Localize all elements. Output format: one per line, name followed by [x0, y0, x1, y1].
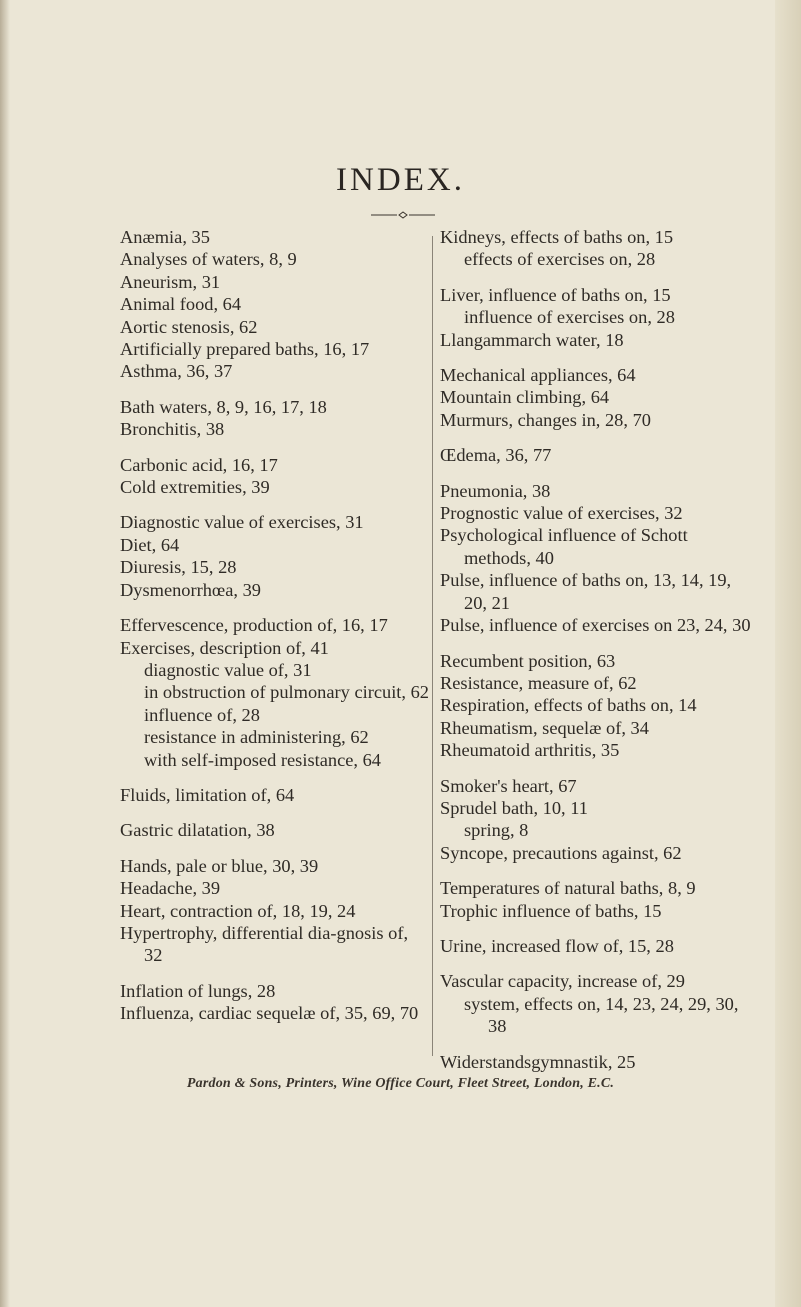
index-letter-group: [440, 226, 758, 271]
index-letter-group: [120, 454, 430, 499]
index-entry: Kidneys, effects of baths on, 15: [440, 227, 674, 247]
index-subentry: resistance in administering, 62: [144, 727, 369, 748]
index-letter-group: [120, 396, 430, 441]
index-entry: Fluids, limitation of, 64: [120, 784, 295, 805]
index-entry: Respiration, effects of baths on, 14: [440, 695, 697, 716]
index-entry: Rheumatoid arthritis, 35: [440, 740, 620, 761]
index-subentry: in obstruction of pulmonary circuit, 62: [144, 682, 430, 703]
index-column-right: [440, 226, 758, 1086]
index-entry: Gastric dilatation, 38: [120, 820, 275, 841]
index-entry: Syncope, precautions against, 62: [440, 842, 682, 863]
index-entry: Carbonic acid, 16, 17: [120, 454, 278, 475]
index-letter-group: [440, 775, 758, 865]
index-subentry: effects of exercises on, 28: [464, 249, 656, 270]
index-letter-group: [440, 1051, 758, 1073]
index-subentry: diagnostic value of, 31: [144, 659, 312, 680]
index-entry: Anæmia, 35: [120, 227, 210, 247]
index-entry: Recumbent position, 63: [440, 650, 616, 671]
page-title: INDEX.: [336, 162, 465, 198]
index-entry: Mechanical appliances, 64: [440, 365, 636, 386]
index-column-left: [120, 226, 430, 1038]
index-letter-group: [440, 480, 758, 637]
index-letter-group: [120, 614, 430, 771]
index-letter-group: [440, 877, 758, 922]
index-letter-group: [440, 935, 758, 957]
index-entry: Inflation of lungs, 28: [120, 980, 276, 1001]
index-entry: Rheumatism, sequelæ of, 34: [440, 717, 649, 738]
index-letter-group: [120, 784, 430, 806]
index-entry: Sprudel bath, 10, 11: [440, 797, 588, 818]
index-letter-group: [440, 650, 758, 762]
index-entry: Animal food, 64: [120, 294, 242, 315]
index-letter-group: [440, 970, 758, 1037]
index-entry: Smoker's heart, 67: [440, 775, 577, 796]
index-entry: Effervescence, production of, 16, 17: [120, 615, 388, 636]
index-letter-group: [120, 511, 430, 601]
index-subentry: influence of exercises on, 28: [464, 307, 675, 328]
index-letter-group: [120, 980, 430, 1025]
index-letter-group: [440, 284, 758, 351]
index-subentry: spring, 8: [464, 820, 529, 841]
index-entry: Asthma, 36, 37: [120, 361, 233, 382]
index-entry: Bath waters, 8, 9, 16, 17, 18: [120, 396, 327, 417]
index-entry: Diagnostic value of exercises, 31: [120, 512, 364, 533]
index-entry: Llangammarch water, 18: [440, 329, 624, 350]
index-letter-group: [440, 444, 758, 466]
index-entry: Heart, contraction of, 18, 19, 24: [120, 900, 356, 921]
index-entry: Resistance, measure of, 62: [440, 672, 637, 693]
index-entry: Artificially prepared baths, 16, 17: [120, 339, 370, 360]
index-entry: Murmurs, changes in, 28, 70: [440, 409, 651, 430]
printer-imprint: Pardon & Sons, Printers, Wine Office Court, Fleet Street, London, E.C.: [186, 1076, 615, 1091]
index-entry: Prognostic value of exercises, 32: [440, 503, 683, 524]
index-entry: Bronchitis, 38: [120, 419, 225, 440]
index-entry: Pulse, influence of baths on, 13, 14, 19, 20, 21: [440, 570, 732, 613]
title-ornament: [371, 210, 435, 220]
index-entry: Œdema, 36, 77: [440, 445, 552, 466]
index-subentry: with self-imposed resistance, 64: [144, 749, 381, 770]
index-entry: Influenza, cardiac sequelæ of, 35, 69, 70: [120, 1003, 419, 1024]
index-subentry: influence of, 28: [144, 704, 260, 725]
index-entry: Cold extremities, 39: [120, 477, 270, 498]
index-entry: Trophic influence of baths, 15: [440, 900, 662, 921]
index-entry: Diet, 64: [120, 534, 180, 555]
index-entry: Temperatures of natural baths, 8, 9: [440, 878, 696, 899]
index-letter-group: [120, 226, 430, 383]
index-letter-group: [120, 855, 430, 967]
index-letter-group: [440, 364, 758, 431]
index-entry: Aneurism, 31: [120, 271, 221, 292]
index-entry: Liver, influence of baths on, 15: [440, 284, 671, 305]
index-entry: Urine, increased flow of, 15, 28: [440, 935, 674, 956]
index-subentry: system, effects on, 14, 23, 24, 29, 30, 38: [464, 993, 739, 1037]
index-letter-group: [120, 819, 430, 841]
index-entry: Exercises, description of, 41: [120, 637, 329, 658]
index-entry: Analyses of waters, 8, 9: [120, 249, 297, 270]
index-entry: Widerstandsgymnastik, 25: [440, 1051, 636, 1072]
index-entry: Pneumonia, 38: [440, 480, 551, 501]
index-entry: Dysmenorrhœa, 39: [120, 579, 261, 600]
index-entry: Diuresis, 15, 28: [120, 557, 237, 578]
index-entry: Hands, pale or blue, 30, 39: [120, 855, 319, 876]
index-entry: Headache, 39: [120, 878, 221, 899]
column-divider: [432, 236, 433, 1056]
index-entry: Psychological influence of Schott methods, 40: [440, 525, 688, 568]
index-entry: Pulse, influence of exercises on 23, 24, 30: [440, 615, 751, 636]
index-entry: Hypertrophy, differential dia-gnosis of, 32: [120, 922, 409, 966]
index-entry: Vascular capacity, increase of, 29: [440, 971, 685, 992]
index-entry: Aortic stenosis, 62: [120, 316, 258, 337]
index-entry: Mountain climbing, 64: [440, 387, 610, 408]
